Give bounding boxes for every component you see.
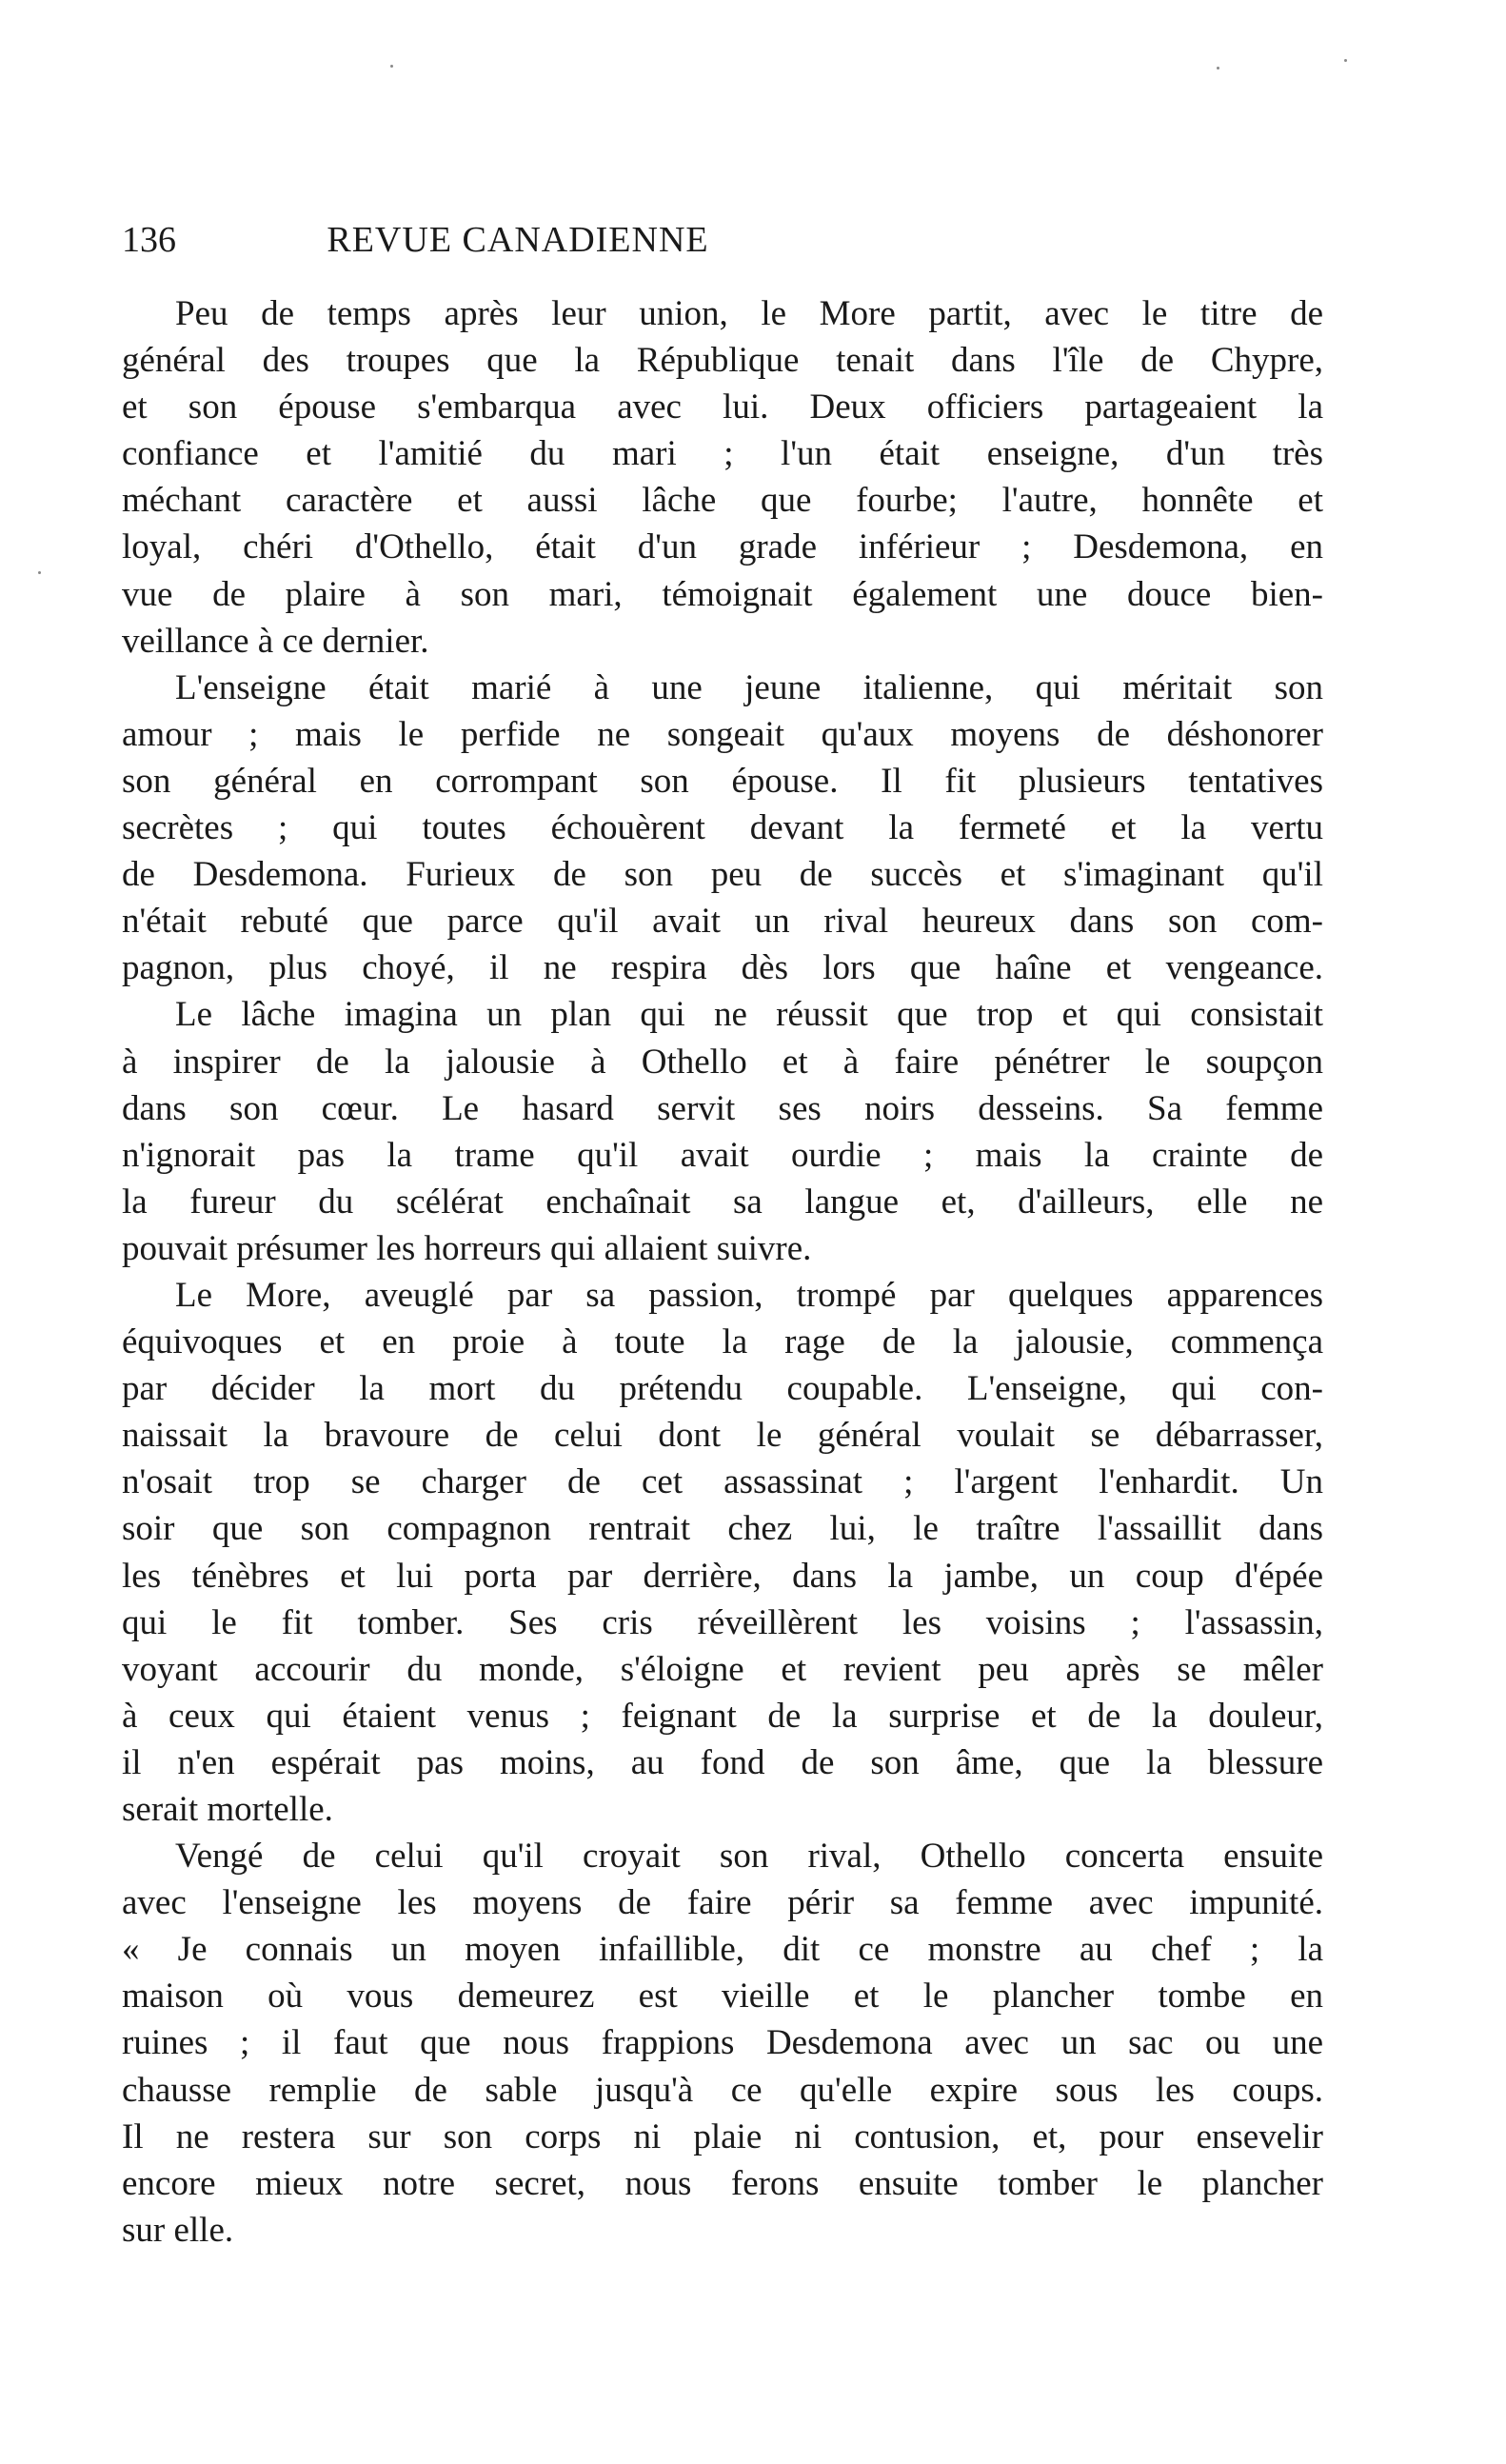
text-line: secrètes ; qui toutes échouèrent devant la fermeté et la vertu: [122, 808, 1323, 848]
scan-speck: [38, 571, 41, 574]
text-line: confiance et l'amitié du mari ; l'un était enseigne, d'un très: [122, 434, 1323, 474]
text-line: soir que son compagnon rentrait chez lui, le traître l'assaillit dans: [122, 1509, 1323, 1549]
scan-speck: [390, 65, 393, 68]
text-line: Peu de temps après leur union, le More partit, avec le titre de: [175, 294, 1323, 333]
text-line: vue de plaire à son mari, témoignait également une douce bien-: [122, 574, 1323, 614]
text-line: méchant caractère et aussi lâche que fourbe; l'autre, honnête et: [122, 481, 1323, 521]
text-line: la fureur du scélérat enchaînait sa langue et, d'ailleurs, elle ne: [122, 1182, 1323, 1222]
text-line: loyal, chéri d'Othello, était d'un grade inférieur ; Desdemona, en: [122, 527, 1323, 567]
text-line: dans son cœur. Le hasard servit ses noirs desseins. Sa femme: [122, 1088, 1323, 1128]
scan-speck: [1344, 59, 1347, 62]
scan-speck: [1217, 67, 1219, 70]
text-line: n'osait trop se charger de cet assassinat ; l'argent l'enhardit. Un: [122, 1462, 1323, 1502]
text-line: Il ne restera sur son corps ni plaie ni contusion, et, pour ensevelir: [122, 2116, 1323, 2156]
text-line: sur elle.: [122, 2210, 234, 2250]
text-line: avec l'enseigne les moyens de faire périr sa femme avec impunité.: [122, 1883, 1323, 1923]
running-title: REVUE CANADIENNE: [327, 220, 709, 260]
text-line: chausse remplie de sable jusqu'à ce qu'elle expire sous les coups.: [122, 2070, 1323, 2110]
text-line: n'ignorait pas la trame qu'il avait ourdie ; mais la crainte de: [122, 1135, 1323, 1175]
page-header: [122, 217, 914, 263]
text-line: voyant accourir du monde, s'éloigne et revient peu après se mêler: [122, 1649, 1323, 1689]
text-line: à inspirer de la jalousie à Othello et à faire pénétrer le soupçon: [122, 1042, 1323, 1082]
text-line: à ceux qui étaient venus ; feignant de la surprise et de la douleur,: [122, 1696, 1323, 1736]
text-line: encore mieux notre secret, nous ferons ensuite tomber le plancher: [122, 2163, 1323, 2203]
text-line: de Desdemona. Furieux de son peu de succès et s'imaginant qu'il: [122, 855, 1323, 895]
text-line: équivoques et en proie à toute la rage de la jalousie, commença: [122, 1322, 1323, 1362]
text-line: il n'en espérait pas moins, au fond de son âme, que la blessure: [122, 1742, 1323, 1782]
text-line: son général en corrompant son épouse. Il fit plusieurs tentatives: [122, 761, 1323, 801]
text-line: ruines ; il faut que nous frappions Desdemona avec un sac ou une: [122, 2023, 1323, 2063]
page-number: 136: [122, 220, 176, 260]
text-line: les ténèbres et lui porta par derrière, dans la jambe, un coup d'épée: [122, 1556, 1323, 1596]
text-line: et son épouse s'embarqua avec lui. Deux officiers partageaient la: [122, 387, 1323, 427]
text-line: général des troupes que la République tenait dans l'île de Chypre,: [122, 341, 1323, 381]
text-line: L'enseigne était marié à une jeune italienne, qui méritait son: [175, 667, 1323, 707]
text-line: Vengé de celui qu'il croyait son rival, Othello concerta ensuite: [175, 1837, 1323, 1877]
text-line: qui le fit tomber. Ses cris réveillèrent les voisins ; l'assassin,: [122, 1602, 1323, 1642]
text-line: veillance à ce dernier.: [122, 621, 429, 661]
text-line: serait mortelle.: [122, 1790, 333, 1829]
text-line: par décider la mort du prétendu coupable. L'enseigne, qui con-: [122, 1369, 1323, 1409]
text-line: pouvait présumer les horreurs qui allaient suivre.: [122, 1228, 812, 1268]
text-line: « Je connais un moyen infaillible, dit ce monstre au chef ; la: [122, 1930, 1323, 1970]
text-line: pagnon, plus choyé, il ne respira dès lors que haîne et vengeance.: [122, 948, 1323, 988]
text-line: n'était rebuté que parce qu'il avait un rival heureux dans son com-: [122, 902, 1323, 942]
text-line: Le lâche imagina un plan qui ne réussit que trop et qui consistait: [175, 995, 1323, 1035]
text-line: amour ; mais le perfide ne songeait qu'aux moyens de déshonorer: [122, 714, 1323, 754]
text-line: naissait la bravoure de celui dont le général voulait se débarrasser,: [122, 1416, 1323, 1456]
text-line: maison où vous demeurez est vieille et le plancher tombe en: [122, 1977, 1323, 2017]
body-text: [122, 290, 1323, 2254]
text-line: Le More, aveuglé par sa passion, trompé par quelques apparences: [175, 1275, 1323, 1315]
